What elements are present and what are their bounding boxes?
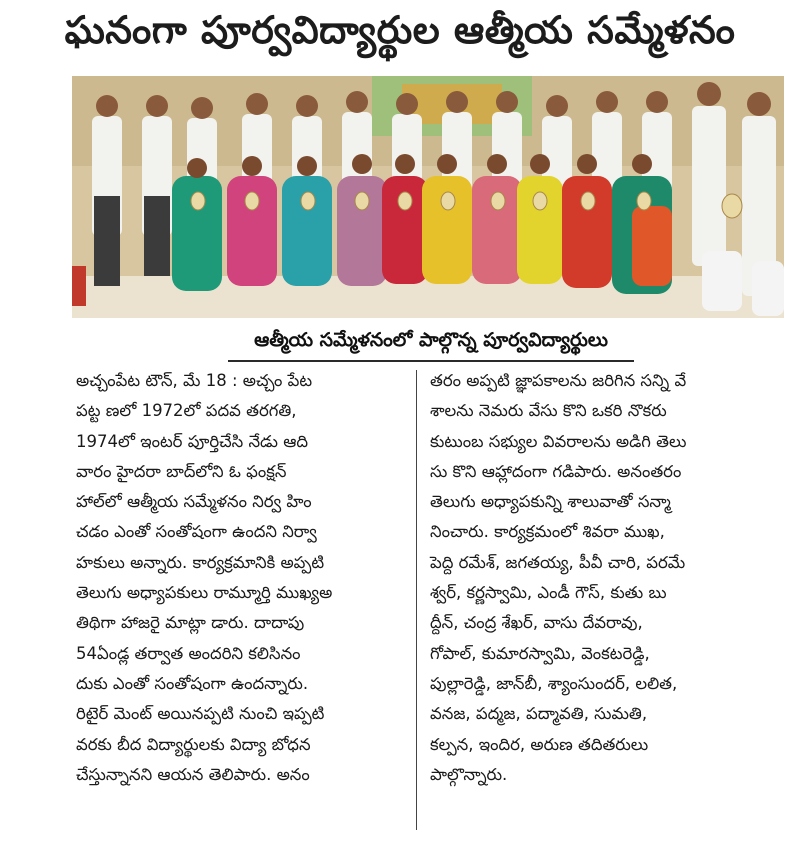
column-divider <box>416 370 417 830</box>
article-line: వారం హైదరా బాద్‌లోని ఓ ఫంక్షన్‌ <box>76 461 287 481</box>
article-line: తెలుగు అధ్యాపకున్ని శాలువాతో సన్మా <box>430 492 671 512</box>
article-line: 1974లో ఇంటర్‌ పూర్తిచేసి నేడు ఆది <box>76 431 309 451</box>
article-line: పెద్ది రమేశ్‌, జగతయ్య, పీవీ చారి, పరమే <box>430 552 686 572</box>
article-column-right <box>430 366 782 790</box>
article-line: తరం అప్పటి జ్ఞాపకాలను జరిగిన సన్ని వే <box>430 371 687 390</box>
article-line: పుల్లారెడ్డి, జాన్‌బీ, శ్యాంసుందర్‌, లలిత, <box>430 673 678 693</box>
group-photo-image <box>72 76 784 318</box>
article-line: 54ఏండ్ల తర్వాత అందరిని కలిసినం <box>76 643 301 663</box>
article-line: శ్వర్‌, కర్ణస్వామి, ఎండీ గౌస్‌, కుతు బు <box>430 583 667 603</box>
article-line: వరకు బీద విద్యార్థులకు విద్యా బోధన <box>76 734 311 754</box>
article-line: హకులు అన్నారు. కార్యక్రమానికి అప్పటి <box>76 552 325 572</box>
article-line: చేస్తున్నానని ఆయన తెలిపారు. అనం <box>76 764 310 784</box>
article-line: దుకు ఎంతో సంతోషంగా ఉందన్నారు. <box>76 673 309 693</box>
article-line: తిథిగా హాజరై మాట్లా డారు. దాదాపు <box>76 613 305 633</box>
article-line: చడం ఎంతో సంతోషంగా ఉందని నిర్వా <box>76 522 317 542</box>
photo-caption: ఆత్మీయ సమ్మేళనంలో పాల్గొన్న పూర్వవిద్యార్థులు <box>228 324 634 362</box>
article-line: పాల్గొన్నారు. <box>430 764 508 784</box>
article-line: నించారు. కార్యక్రమంలో శివరా ముఖ, <box>430 522 665 542</box>
article-line: శాలను నెమరు వేసు కొని ఒకరి నొకరు <box>430 401 667 421</box>
article-line: పట్ట ణలో 1972లో పదవ తరగతి, <box>76 401 297 421</box>
article-line: రిటైర్‌ మెంట్‌ అయినప్పటి నుంచి ఇప్పటి <box>76 704 325 724</box>
article-line: సు కొని ఆహ్లాదంగా గడిపారు. అనంతరం <box>430 461 682 481</box>
article-line: కుటుంబ సభ్యుల వివరాలను అడిగి తెలు <box>430 431 687 451</box>
article-line: ద్దీన్‌, చంద్ర శేఖర్‌, వాసు దేవరావు, <box>430 613 643 633</box>
article-line: వనజ, పద్మజ, పద్మావతి, సుమతి, <box>430 704 648 724</box>
article-line: గోపాల్‌, కుమారస్వామి, వెంకటరెడ్డి, <box>430 643 650 663</box>
article-line: తెలుగు అధ్యాపకులు రామ్మూర్తి ముఖ్యఅ <box>76 583 333 603</box>
headline: ఘనంగా పూర్వవిద్యార్థుల ఆత్మీయ సమ్మేళనం <box>64 8 736 52</box>
article-column-left <box>76 366 428 790</box>
article-line: హాల్‌లో ఆత్మీయ సమ్మేళనం నిర్వ హిం <box>76 492 312 512</box>
article-line: కల్పన, ఇందిర, అరుణ తదితరులు <box>430 734 649 754</box>
article-line: అచ్చంపేట టౌన్‌, మే 18 : అచ్చం పేట <box>76 371 313 390</box>
